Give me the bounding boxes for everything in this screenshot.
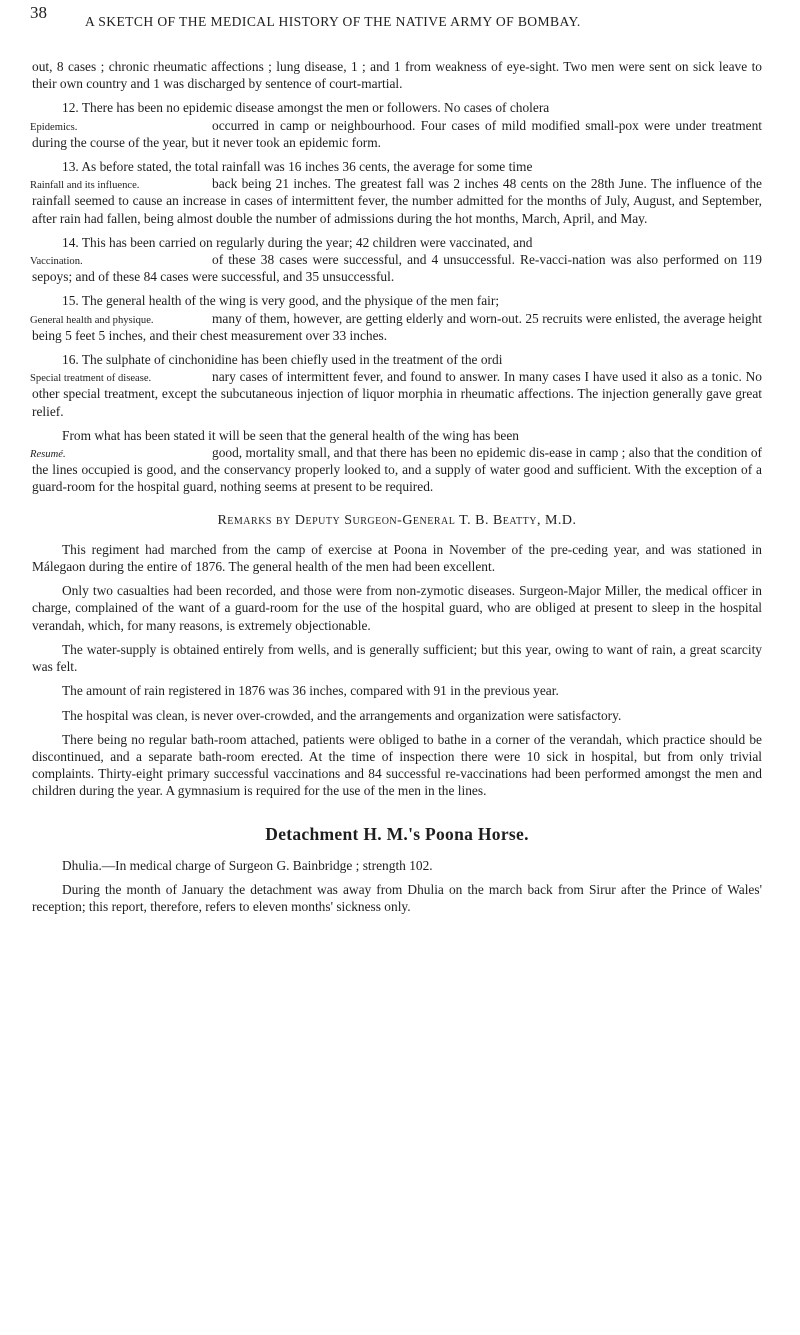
page-content — [32, 58, 762, 922]
detachment-heading: Detachment H. M.'s Poona Horse. — [265, 823, 529, 844]
sidenote-rainfall: Rainfall and its influence. — [30, 180, 140, 192]
section-body-text: back being 21 inches. The greatest fall was 2 inches 48 cents on the 28th June. The influence of the rainfall seemed to cause an increase in cases of intermittent fever, the number admitted for the months of July, August, and September, after rain had fallen, being almost double the number of admissions during the hot months, March, April, and May. — [32, 176, 762, 226]
remarks-paragraph: The amount of rain registered in 1876 was 36 inches, compared with 91 in the previous year. — [62, 683, 559, 699]
section-number: 14. — [62, 234, 79, 250]
section-lead-text: This has been carried on regularly during the year; 42 children were vaccinated, and — [81, 234, 533, 250]
intro-paragraph: out, 8 cases ; chronic rheumatic affections ; lung disease, 1 ; and 1 from weakness of eye-sight. Two men were sent on sick leave to their own country and 1 was discharged by sentence of court-martial. — [32, 59, 762, 92]
section-lead-text: The general health of the wing is very good, and the physique of the men fair; — [81, 293, 500, 309]
sidenote-epidemics: Epidemics. — [30, 121, 78, 133]
section-number: 16. — [62, 352, 79, 368]
page-header — [30, 4, 762, 48]
section-15-general-health — [32, 292, 762, 344]
remarks-paragraph: This regiment had marched from the camp of exercise at Poona in November of the pre-ceding year, and was stationed in Málegaon during the entire of 1876. The general health of the men had been excellent. — [32, 541, 762, 575]
sidenote-vaccination: Vaccination. — [30, 256, 83, 268]
detachment-paragraph: During the month of January the detachment was away from Dhulia on the march back from Sirur after the Prince of Wales' reception; this report, therefore, refers to eleven months' sickness only. — [32, 881, 762, 915]
sidenote-special-treatment: Special treatment of disease. — [30, 373, 152, 385]
section-14-vaccination — [32, 234, 762, 286]
section-body-text: of these 38 cases were successful, and 4 unsuccessful. Re-vacci-nation was also performed on 119 sepoys; and of these 84 cases were successful, and 35 unsuccessful. — [32, 252, 762, 285]
remarks-paragraph: The water-supply is obtained entirely from wells, and is generally sufficient; but this year, owing to want of rain, a great scarcity was felt. — [32, 641, 762, 675]
section-body-text: many of them, however, are getting elderly and worn-out. 25 recruits were enlisted, the average height being 5 feet 5 inches, and their chest measurement over 33 inches. — [32, 310, 762, 343]
remarks-paragraph: There being no regular bath-room attached, patients were obliged to bathe in a corner of the verandah, which practice should be discontinued, and a separate bath-room erected. At the time of inspection there were 10 sick in hospital, but from only trivial complaints. Thirty-eight primary successful vaccinations and 84 successful re-vaccinations had been performed amongst the men and children during the year. A gymnasium is required for the use of the men in the lines. — [32, 731, 762, 799]
section-lead-text: As before stated, the total rainfall was 16 inches 36 cents, the average for some time — [81, 159, 533, 175]
section-number: 13. — [62, 159, 79, 175]
section-13-rainfall — [32, 158, 762, 227]
section-body-text: occurred in camp or neighbourhood. Four cases of mild modified small-pox were under treatment during the course of the year, but it never took an epidemic form. — [32, 117, 762, 150]
remarks-paragraph: The hospital was clean, is never over-crowded, and the arrangements and organization were satisfactory. — [62, 707, 622, 723]
sidenote-resume: Resumé. — [30, 449, 66, 461]
section-lead-text: From what has been stated it will be seen that the general health of the wing has been — [62, 427, 520, 443]
section-12-epidemics — [32, 99, 762, 151]
section-lead-text: The sulphate of cinchonidine has been chiefly used in the treatment of the ordi — [81, 352, 503, 368]
remarks-heading: Remarks by Deputy Surgeon-General T. B. Beatty, M.D. — [217, 512, 577, 528]
section-number: 15. — [62, 293, 79, 309]
section-body-text: good, mortality small, and that there has been no epidemic dis-ease in camp ; also that the condition of the lines occupied is good, and the conservancy properly looked to, and a supply of water good and sufficient. With the exception of a guard-room for the hospital guard, nothing seems at present to be required. — [32, 445, 762, 495]
section-16-special-treatment — [32, 351, 762, 420]
running-title: A SKETCH OF THE MEDICAL HISTORY OF THE NATIVE ARMY OF BOMBAY. — [85, 14, 581, 29]
remarks-paragraph: Only two casualties had been recorded, and those were from non-zymotic diseases. Surgeon-Major Miller, the medical officer in charge, complained of the want of a guard-room for the use of the hospital guard, who are obliged at present to sleep in the hospital verandah, which, for many reasons, is extremely objectionable. — [32, 583, 762, 633]
section-number: 12. — [62, 100, 79, 116]
sidenote-general-health: General health and physique. — [30, 314, 154, 326]
section-body-text: nary cases of intermittent fever, and found to answer. In many cases I have used it also as a tonic. No other special treatment, except the subcutaneous injection of liquor morphia in rheumatic affections. The injection generally gave great relief. — [32, 369, 762, 419]
detachment-charge-line: Dhulia.—In medical charge of Surgeon G. Bainbridge ; strength 102. — [62, 857, 433, 873]
section-lead-text: There has been no epidemic disease amongst the men or followers. No cases of cholera — [81, 100, 550, 116]
page-number: 38 — [30, 3, 47, 22]
section-resume — [32, 427, 762, 496]
